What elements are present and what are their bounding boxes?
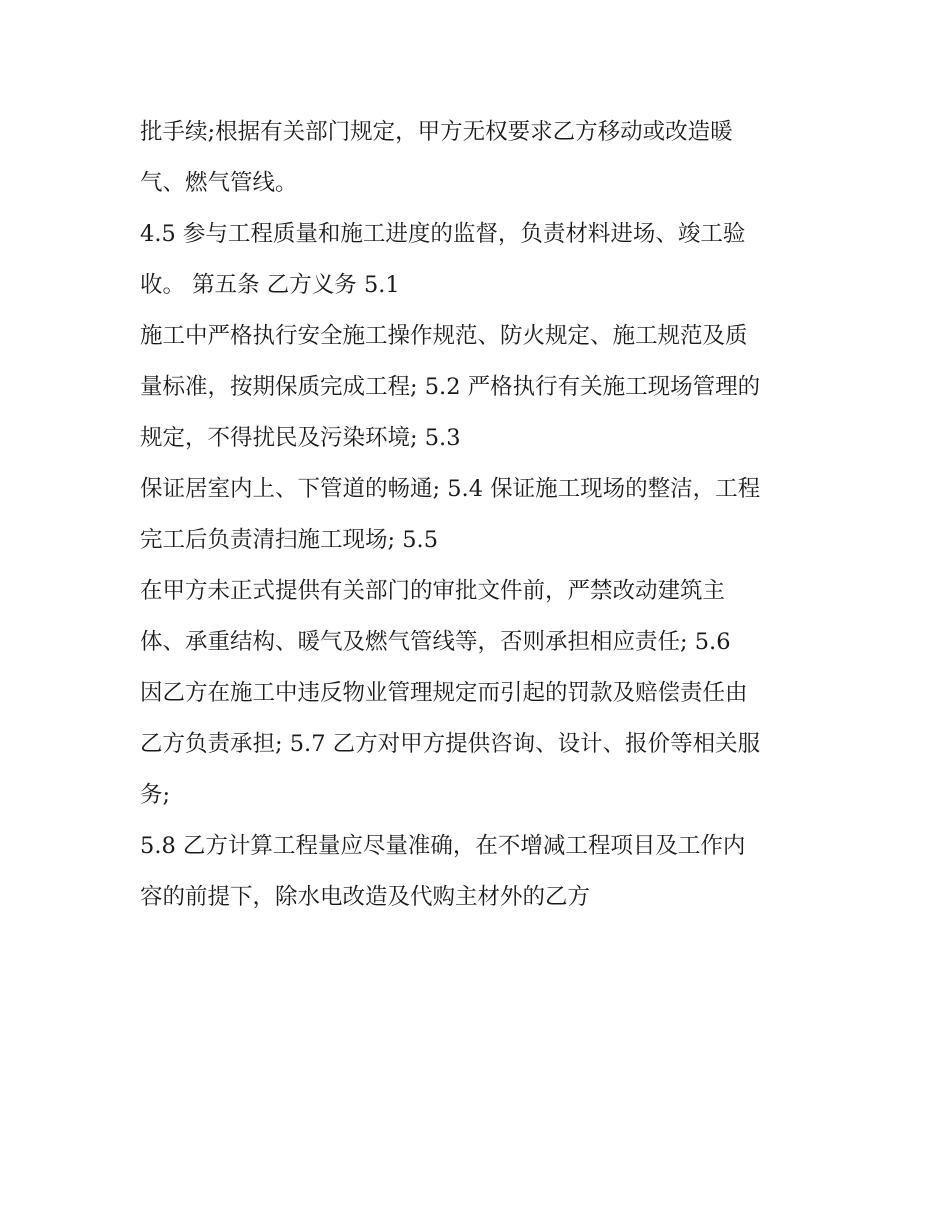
text-line: 在甲方未正式提供有关部门的审批文件前，严禁改动建筑主 bbox=[140, 578, 726, 604]
text-line: 收。 第五条 乙方义务 5.1 bbox=[140, 272, 400, 298]
text-line: 5.8 乙方计算工程量应尽量准确，在不增减工程项目及工作内 bbox=[140, 833, 746, 859]
document-body bbox=[140, 107, 820, 923]
text-line: 因乙方在施工中违反物业管理规定而引起的罚款及赔偿责任由 bbox=[140, 680, 748, 706]
text-line: 规定，不得扰民及污染环境; 5.3 bbox=[140, 425, 461, 451]
text-line: 体、承重结构、暖气及燃气管线等，否则承担相应责任; 5.6 bbox=[140, 629, 731, 655]
text-line: 气、燃气管线。 bbox=[140, 170, 298, 196]
text-line: 保证居室内上、下管道的畅通; 5.4 保证施工现场的整洁，工程 bbox=[140, 476, 761, 502]
text-line: 4.5 参与工程质量和施工进度的监督，负责材料进场、竣工验 bbox=[140, 221, 746, 247]
text-line: 务; bbox=[140, 782, 171, 808]
text-line: 容的前提下，除水电改造及代购主材外的乙方 bbox=[140, 884, 591, 910]
text-line: 完工后负责清扫施工现场; 5.5 bbox=[140, 527, 439, 553]
text-line: 批手续;根据有关部门规定，甲方无权要求乙方移动或改造暖 bbox=[140, 119, 733, 145]
text-line: 施工中严格执行安全施工操作规范、防火规定、施工规范及质 bbox=[140, 323, 748, 349]
text-line: 乙方负责承担; 5.7 乙方对甲方提供咨询、设计、报价等相关服 bbox=[140, 731, 761, 757]
text-line: 量标准，按期保质完成工程; 5.2 严格执行有关施工现场管理的 bbox=[140, 374, 761, 400]
